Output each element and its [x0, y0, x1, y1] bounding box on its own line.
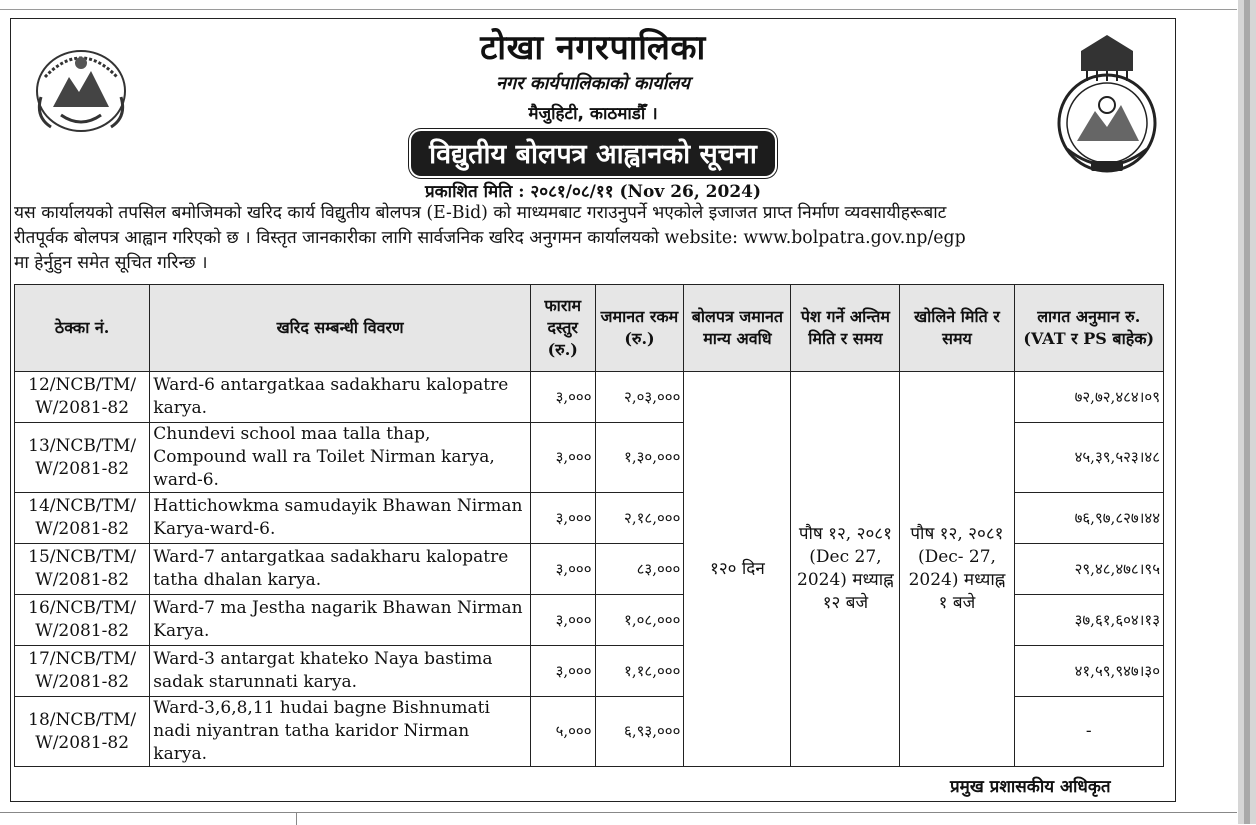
- scrollbar-thumb[interactable]: [1244, 0, 1250, 824]
- description: Ward-3 antargat khateko Naya bastima sadak starunnati karya.: [150, 646, 531, 697]
- security-amount: १,०८,०००: [595, 595, 684, 646]
- contract-no: 17/NCB/TM/ W/2081-82: [15, 646, 150, 697]
- cost-estimate: ४५,३९,५२३।४८: [1014, 423, 1164, 493]
- intro-line-3: मा हेर्नुहुन समेत सूचित गरिन्छ ।: [14, 253, 208, 273]
- header-form-fee: फाराम दस्तुर (रु.): [530, 285, 595, 372]
- notice-banner-wrap: [11, 131, 1175, 176]
- contract-no: 12/NCB/TM/ W/2081-82: [15, 372, 150, 423]
- cost-estimate: २९,४८,४७८।९५: [1014, 544, 1164, 595]
- header-contract-no: ठेक्का नं.: [15, 285, 150, 372]
- signatory-title: प्रमुख प्रशासकीय अधिकृत: [950, 777, 1111, 797]
- bottom-strip: [0, 812, 1237, 825]
- security-amount: २,१८,०००: [595, 493, 684, 544]
- header-security: जमानत रकम (रु.): [595, 285, 684, 372]
- cost-estimate: ४१,५९,९४७।३०: [1014, 646, 1164, 697]
- bottom-strip-divider: [296, 813, 297, 825]
- form-fee: ३,०००: [530, 493, 595, 544]
- office-subtitle: नगर कार्यपालिकाको कार्यालय: [496, 73, 690, 94]
- contract-no: 15/NCB/TM/ W/2081-82: [15, 544, 150, 595]
- header-opening: खोलिने मिति र समय: [900, 285, 1014, 372]
- submission-deadline: पौष १२, २०८१ (Dec 27, 2024) मध्याह्न १२ बजे: [791, 372, 900, 767]
- description: Ward-6 antargatkaa sadakharu kalopatre karya.: [150, 372, 531, 423]
- description: Ward-3,6,8,11 hudai bagne Bishnumati nadi niyantran tatha karidor Nirman karya.: [150, 697, 531, 767]
- header-validity: बोलपत्र जमानत मान्य अवधि: [684, 285, 791, 372]
- intro-paragraph: [14, 201, 1169, 276]
- security-amount: १,३०,०००: [595, 423, 684, 493]
- validity-period: १२० दिन: [684, 372, 791, 767]
- opening-date: पौष १२, २०८१ (Dec- 27, 2024) मध्याह्न १ बजे: [900, 372, 1014, 767]
- security-amount: २,०३,०००: [595, 372, 684, 423]
- cost-estimate: -: [1014, 697, 1164, 767]
- description: Hattichowkma samudayik Bhawan Nirman Karya-ward-6.: [150, 493, 531, 544]
- form-fee: ५,०००: [530, 697, 595, 767]
- published-date: प्रकाशित मिति : २०८१/०८/११ (Nov 26, 2024): [424, 182, 762, 202]
- intro-line-2: रीतपूर्वक बोलपत्र आह्वान गरिएको छ । विस्तृत जानकारीका लागि सार्वजनिक खरिद अनुगमन कार्यालयको website: www.bolpatra.gov.np/egp: [14, 228, 966, 248]
- top-divider: [0, 9, 1237, 10]
- cost-estimate: ७२,७२,४८४।०९: [1014, 372, 1164, 423]
- form-fee: ३,०००: [530, 423, 595, 493]
- intro-line-1: यस कार्यालयको तपसिल बमोजिमको खरिद कार्य विद्युतीय बोलपत्र (E-Bid) को माध्यमबाट गराउनुपर्ने भएकोले इजाजत प्राप्त निर्माण व्यवसायीहरूबाट: [14, 203, 947, 223]
- tender-table: [14, 284, 1164, 767]
- table-row: [15, 372, 1164, 423]
- cost-estimate: ३७,६१,६०४।१३: [1014, 595, 1164, 646]
- header-estimate: लागत अनुमान रु. (VAT र PS बाहेक): [1014, 285, 1164, 372]
- description: Ward-7 ma Jestha nagarik Bhawan Nirman Karya.: [150, 595, 531, 646]
- form-fee: ३,०००: [530, 372, 595, 423]
- security-amount: १,१८,०००: [595, 646, 684, 697]
- contract-no: 16/NCB/TM/ W/2081-82: [15, 595, 150, 646]
- contract-no: 14/NCB/TM/ W/2081-82: [15, 493, 150, 544]
- cost-estimate: ७६,९७,८२७।४४: [1014, 493, 1164, 544]
- page-title: टोखा नगरपालिका: [480, 28, 706, 68]
- form-fee: ३,०००: [530, 646, 595, 697]
- security-amount: ६,९३,०००: [595, 697, 684, 767]
- contract-no: 13/NCB/TM/ W/2081-82: [15, 423, 150, 493]
- security-amount: ८३,०००: [595, 544, 684, 595]
- contract-no: 18/NCB/TM/ W/2081-82: [15, 697, 150, 767]
- header-deadline: पेश गर्ने अन्तिम मिति र समय: [791, 285, 900, 372]
- form-fee: ३,०००: [530, 595, 595, 646]
- description: Ward-7 antargatkaa sadakharu kalopatre tatha dhalan karya.: [150, 544, 531, 595]
- notice-banner: विद्युतीय बोलपत्र आह्वानको सूचना: [411, 131, 775, 176]
- office-address: मैजुहिटी, काठमाडौँ ।: [528, 104, 658, 124]
- form-fee: ३,०००: [530, 544, 595, 595]
- header-description: खरिद सम्बन्धी विवरण: [150, 285, 531, 372]
- description: Chundevi school maa talla thap, Compound wall ra Toilet Nirman karya, ward-6.: [150, 423, 531, 493]
